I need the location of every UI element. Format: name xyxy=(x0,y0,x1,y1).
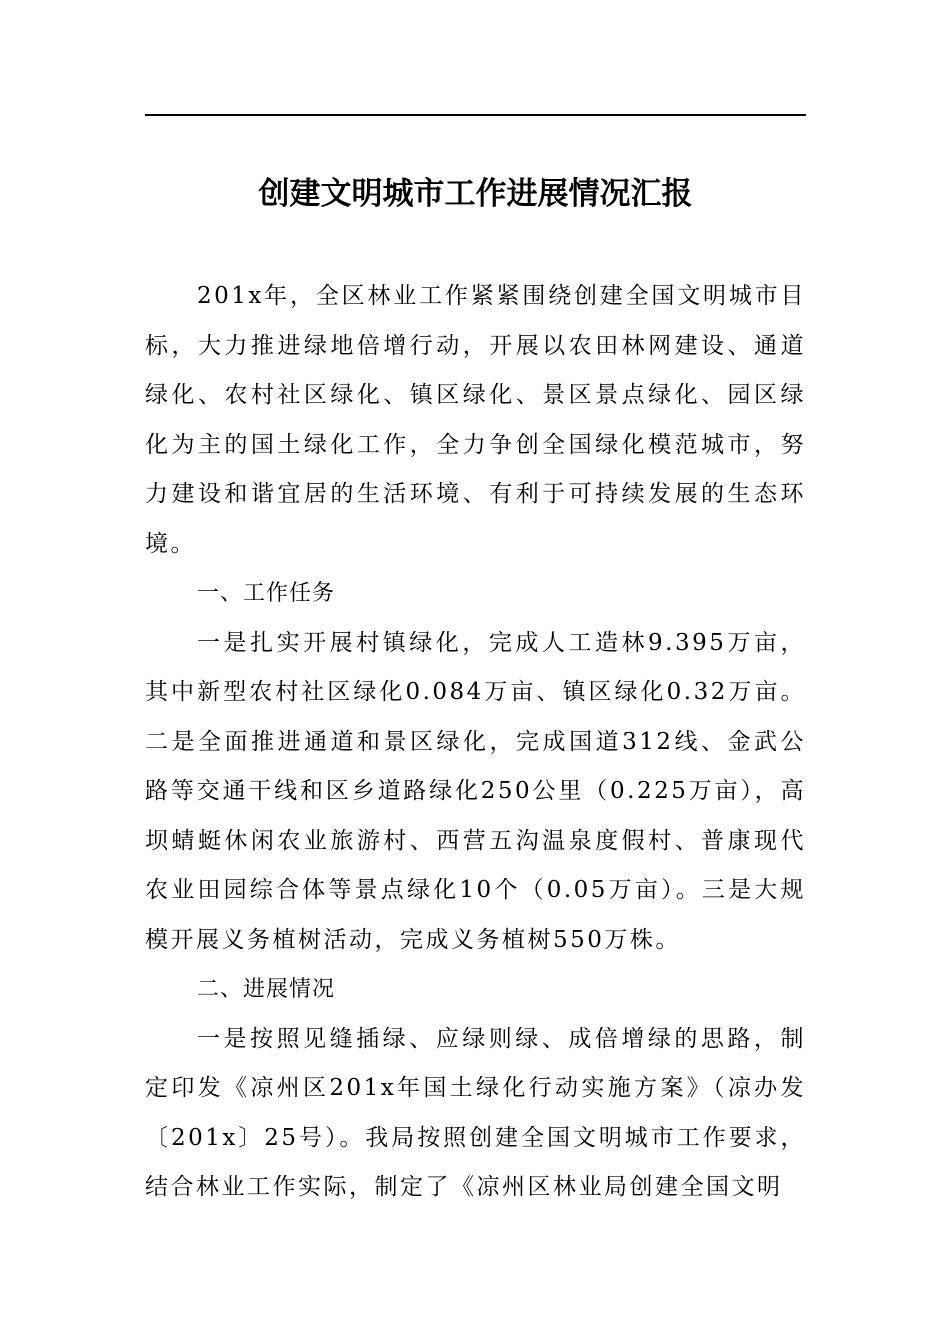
document-title: 创建文明城市工作进展情况汇报 xyxy=(258,176,693,212)
section-body-tasks: 一是扎实开展村镇绿化，完成人工造林9.395万亩，其中新型农村社区绿化0.084万亩、镇区绿化0.32万亩。二是全面推进通道和景区绿化，完成国道312线、金武公路等交通干线和区乡道路绿化250公里（0.225万亩），高坝蜻蜓休闲农业旅游村、西营五沟温泉度假村、普康现代农业田园综合体等景点绿化10个（0.05万亩）。三是大规模开展义务植树活动，完成义务植树550万株。 xyxy=(145,629,806,953)
section-body-progress: 一是按照见缝插绿、应绿则绿、成倍增绿的思路，制定印发《凉州区201x年国土绿化行动实施方案》（凉办发〔201x〕25号）。我局按照创建全国文明城市工作要求，结合林业工作实际，制定了《凉州区林业局创建全国文明 xyxy=(145,1025,806,1200)
header-rule xyxy=(145,114,806,116)
intro-paragraph: 201x年，全区林业工作紧紧围绕创建全国文明城市目标，大力推进绿地倍增行动，开展以农田林网建设、通道绿化、农村社区绿化、镇区绿化、景区景点绿化、园区绿化为主的国土绿化工作，全力争创全国绿化模范城市，努力建设和谐宜居的生活环境、有利于可持续发展的生态环境。 xyxy=(145,283,806,557)
document-body xyxy=(145,272,806,1213)
section-heading-tasks: 一、工作任务 xyxy=(197,581,336,606)
section-heading-progress: 二、进展情况 xyxy=(197,977,336,1002)
